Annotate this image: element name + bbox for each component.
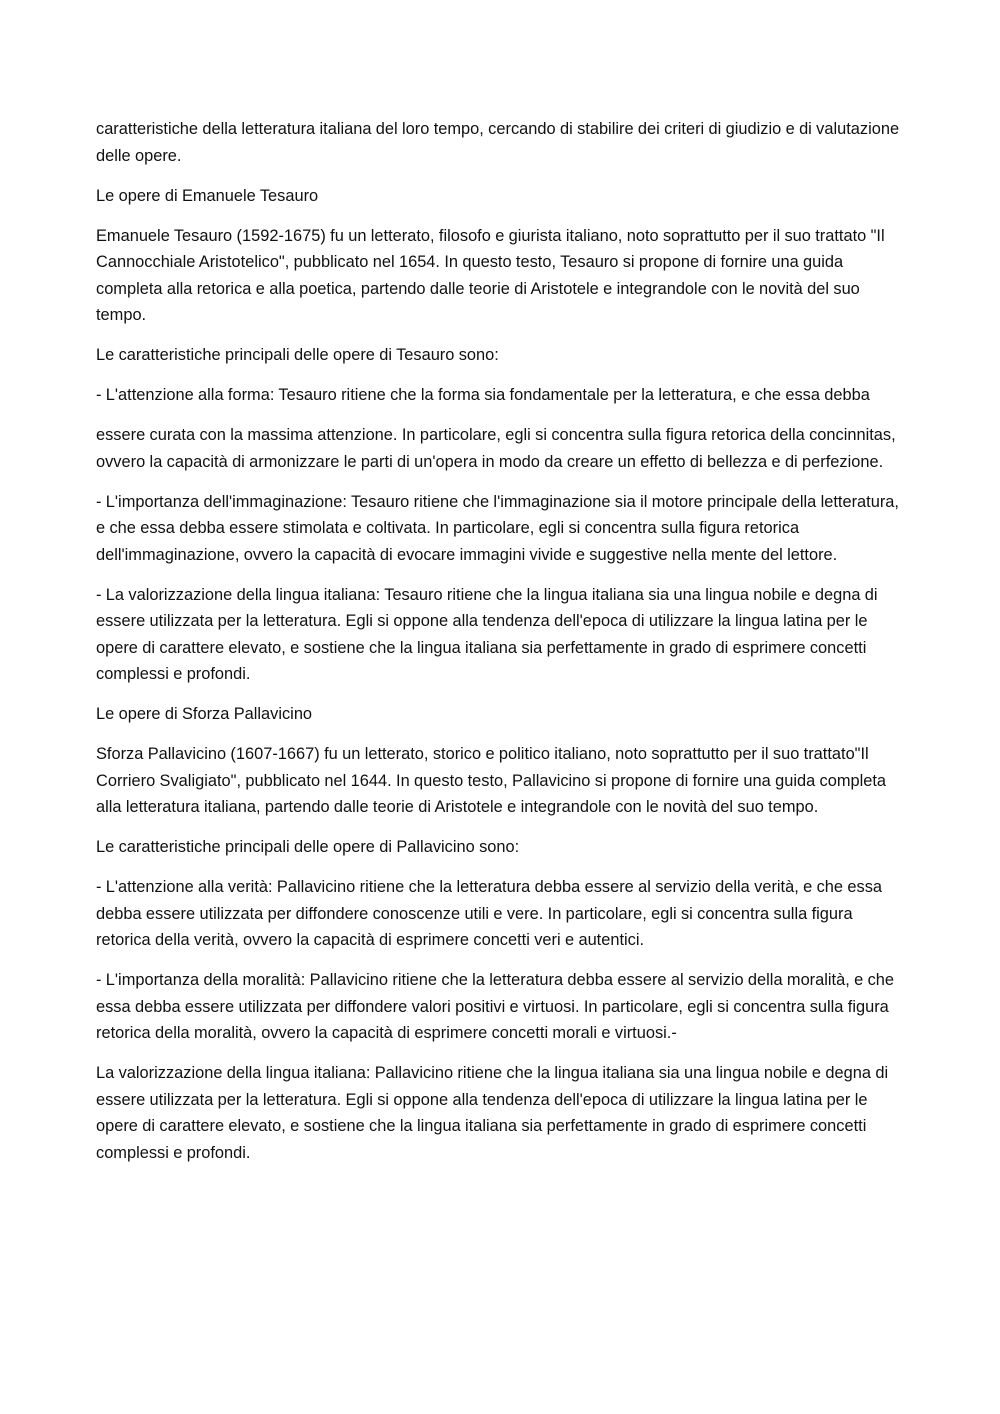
- paragraph-pallavicino-bio: Sforza Pallavicino (1607-1667) fu un letterato, storico e politico italiano, noto soprattutto per il suo trattato"Il Corriero Svaligiato", pubblicato nel 1644. In questo testo, Pallavicino si propone di fornire una guida completa alla letteratura italiana, partendo dalle teorie di Aristotele e integrandole con le novità del suo tempo.: [96, 745, 887, 816]
- list-item-pallavicino-language: La valorizzazione della lingua italiana: Pallavicino ritiene che la lingua italiana sia una lingua nobile e degna di essere utilizzata per la letteratura. Egli si oppone alla tendenza dell'epoca di utilizzare la lingua latina per le opere di carattere elevato, e sostiene che la lingua italiana sia perfettamente in grado di esprimere concetti complessi e profondi.: [96, 1064, 889, 1162]
- paragraph-tesauro-bio: Emanuele Tesauro (1592-1675) fu un letterato, filosofo e giurista italiano, noto soprattutto per il suo trattato "Il Cannocchiale Aristotelico", pubblicato nel 1654. In questo testo, Tesauro si propone di fornire una guida completa alla retorica e alla poetica, partendo dalle teorie di Aristotele e integrandole con le novità del suo tempo.: [96, 226, 885, 324]
- section-heading-pallavicino: Le opere di Sforza Pallavicino: [96, 705, 313, 723]
- list-item-tesauro-imagination: - L'importanza dell'immaginazione: Tesauro ritiene che l'immaginazione sia il motore principale della letteratura, e che essa debba essere stimolata e coltivata. In particolare, egli si concentra sulla figura retorica dell'immaginazione, ovvero la capacità di evocare immagini vivide e suggestive nella mente del lettore.: [96, 492, 899, 564]
- paragraph-tesauro-features-intro: Le caratteristiche principali delle opere di Tesauro sono:: [96, 346, 499, 364]
- paragraph-pallavicino-features-intro: Le caratteristiche principali delle opere di Pallavicino sono:: [96, 838, 520, 856]
- paragraph-intro-continuation: caratteristiche della letteratura italiana del loro tempo, cercando di stabilire dei criteri di giudizio e di valutazione delle opere.: [96, 120, 900, 165]
- list-item-pallavicino-morality: - L'importanza della moralità: Pallavicino ritiene che la letteratura debba essere al servizio della moralità, e che essa debba essere utilizzata per diffondere valori positivi e virtuosi. In particolare, egli si concentra sulla figura retorica della moralità, ovvero la capacità di esprimere concetti morali e virtuosi.-: [96, 971, 895, 1042]
- paragraph-tesauro-form-continued: essere curata con la massima attenzione. In particolare, egli si concentra sulla figura retorica della concinnitas, ovvero la capacità di armonizzare le parti di un'opera in modo da creare un effetto di bellezza e di perfezione.: [96, 426, 896, 471]
- document-page: [96, 116, 908, 1180]
- list-item-tesauro-language: - La valorizzazione della lingua italiana: Tesauro ritiene che la lingua italiana sia una lingua nobile e degna di essere utilizzata per la letteratura. Egli si oppone alla tendenza dell'epoca di utilizzare la lingua latina per le opere di carattere elevato, e sostiene che la lingua italiana sia perfettamente in grado di esprimere concetti complessi e profondi.: [96, 585, 878, 683]
- list-item-pallavicino-truth: - L'attenzione alla verità: Pallavicino ritiene che la letteratura debba essere al servizio della verità, e che essa debba essere utilizzata per diffondere conoscenze utili e vere. In particolare, egli si concentra sulla figura retorica della verità, ovvero la capacità di esprimere concetti veri e autentici.: [96, 878, 882, 949]
- list-item-tesauro-form: - L'attenzione alla forma: Tesauro ritiene che la forma sia fondamentale per la letteratura, e che essa debba: [96, 386, 870, 404]
- section-heading-tesauro: Le opere di Emanuele Tesauro: [96, 186, 319, 205]
